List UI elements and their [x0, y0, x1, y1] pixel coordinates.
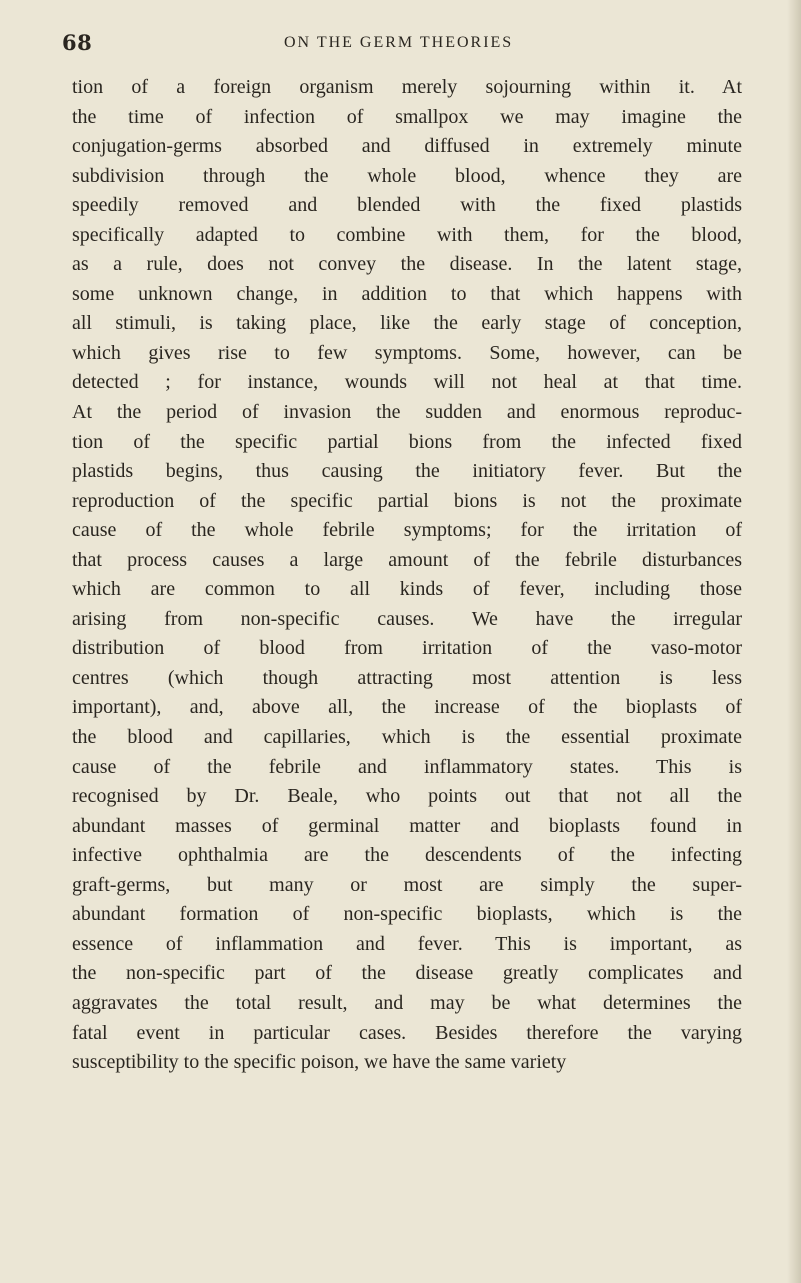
text-line: centres (which though attracting most attention is less [72, 666, 742, 689]
text-line: abundant masses of germinal matter and bioplasts found in [72, 814, 742, 837]
text-line: as a rule, does not convey the disease. In the latent stage, [72, 253, 742, 276]
text-line: the blood and capillaries, which is the essential proximate [72, 726, 742, 749]
text-line: some unknown change, in addition to that which happens with [72, 282, 742, 305]
body-text [72, 73, 742, 1078]
text-line: that process causes a large amount of the febrile disturbances [72, 548, 742, 571]
text-line: At the period of invasion the sudden and enormous reproduc- [72, 401, 742, 424]
text-line: cause of the febrile and inflammatory states. This is [72, 755, 742, 778]
text-line: fatal event in particular cases. Besides therefore the varying [72, 1021, 742, 1044]
text-line: which are common to all kinds of fever, including those [72, 578, 742, 601]
text-line: subdivision through the whole blood, whence they are [72, 164, 742, 187]
text-line: specifically adapted to combine with them, for the blood, [72, 223, 742, 246]
text-line: important), and, above all, the increase of the bioplasts of [72, 696, 742, 719]
text-line: distribution of blood from irritation of the vaso-motor [72, 637, 742, 660]
text-line: speedily removed and blended with the fixed plastids [72, 194, 742, 217]
text-line: all stimuli, is taking place, like the early stage of conception, [72, 312, 742, 335]
text-line: susceptibility to the specific poison, we have the same variety [72, 1051, 567, 1074]
text-line: essence of inflammation and fever. This is important, as [72, 932, 742, 955]
text-line: recognised by Dr. Beale, who points out that not all the [72, 785, 742, 808]
text-line: abundant formation of non-specific bioplasts, which is the [72, 903, 742, 926]
running-head: ON THE GERM THEORIES [284, 34, 514, 51]
text-line: cause of the whole febrile symptoms; for the irritation of [72, 519, 742, 542]
text-line: tion of a foreign organism merely sojourning within it. At [72, 76, 742, 98]
text-line: the time of infection of smallpox we may imagine the [72, 105, 742, 128]
text-line: tion of the specific partial bions from the infected fixed [72, 430, 742, 453]
text-line: detected ; for instance, wounds will not heal at that time. [72, 371, 742, 394]
text-line: graft-germs, but many or most are simply the super- [72, 873, 742, 896]
text-line: reproduction of the specific partial bions is not the proximate [72, 489, 742, 512]
page-header [62, 30, 752, 60]
text-line: plastids begins, thus causing the initiatory fever. But the [72, 460, 742, 483]
text-line: arising from non-specific causes. We have the irregular [72, 607, 742, 630]
text-line: conjugation-germs absorbed and diffused in extremely minute [72, 135, 742, 158]
page-edge-shadow [787, 0, 801, 1283]
page-number: 68 [62, 30, 93, 55]
text-line: infective ophthalmia are the descendents of the infecting [72, 844, 742, 867]
text-line: which gives rise to few symptoms. Some, however, can be [72, 341, 742, 364]
text-line: the non-specific part of the disease greatly complicates and [72, 962, 742, 985]
text-line: aggravates the total result, and may be what determines the [72, 991, 742, 1014]
